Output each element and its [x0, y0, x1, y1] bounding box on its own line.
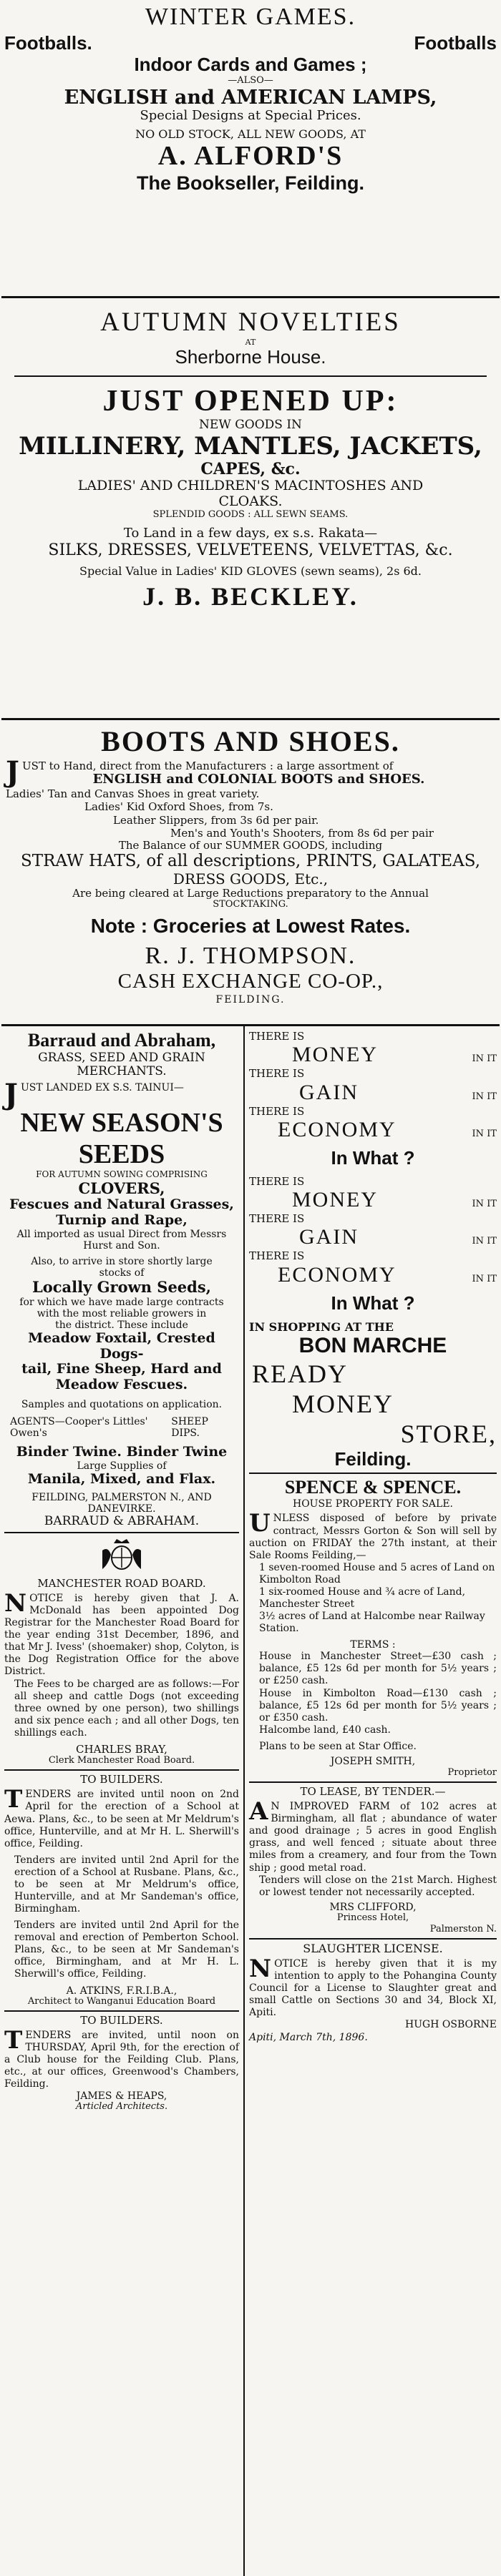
shopping-line: IN SHOPPING AT THE — [249, 1319, 394, 1334]
dropcap-j: J — [6, 755, 19, 789]
dropcap-u: U — [249, 1509, 271, 1538]
notice-fees: The Fees to be charged are as follows:—For all sheep and cattle Dogs (not exceeding three owned by one person), two shillings and six pence each ; and all other Dogs, ten shillings each. — [14, 1678, 239, 1739]
footballs-right: Footballs — [414, 32, 497, 54]
tender-architect: Articled Architects. — [75, 2101, 168, 2113]
meadow-fescues: Meadow Fescues. — [55, 1377, 188, 1393]
locally: Locally Grown Seeds, — [31, 1278, 211, 1297]
ready-word: READY — [252, 1359, 348, 1388]
spence-spence-ad — [249, 1477, 497, 1778]
spence-sub: HOUSE PROPERTY FOR SALE. — [293, 1498, 453, 1510]
tail: tail, Fine Sheep, Hard and — [21, 1361, 222, 1377]
silks-line: SILKS, DRESSES, VELVETEENS, VELVETTAS, &c. — [48, 541, 453, 559]
splendid-line: SPLENDID GOODS : ALL SEWN SEAMS. — [152, 509, 349, 520]
also-label: —ALSO— — [228, 74, 273, 86]
economy-word: ECONOMY — [278, 1117, 397, 1141]
samples: Samples and quotations on application. — [21, 1399, 223, 1411]
designs-line: Special Designs at Special Prices. — [140, 107, 361, 123]
danevirke: DANEVIRKE. — [87, 1503, 156, 1515]
gain-word: GAIN — [299, 1080, 359, 1104]
there-is: THERE IS — [249, 1174, 305, 1188]
in-it: IN IT — [472, 1053, 497, 1065]
cloaks-line: CLOAKS. — [218, 493, 283, 510]
barraud-sub: GRASS, SEED AND GRAIN — [38, 1050, 205, 1065]
divider — [1, 296, 500, 298]
lease-tenders: Tenders will close on the 21st March. Highest or lowest tender not necessarily accepted. — [259, 1874, 497, 1898]
to-land-line: To Land in a few days, ex s.s. Rakata— — [123, 525, 378, 541]
arrive: Also, to arrive in store shortly large — [31, 1256, 213, 1268]
contracts: for which we have made large contracts — [19, 1296, 224, 1308]
ad-title: Barraud and Abraham, — [27, 1030, 216, 1051]
left-column — [4, 1030, 239, 2113]
economy-word: ECONOMY — [278, 1262, 397, 1287]
just-opened: JUST OPENED UP: — [102, 385, 399, 418]
terms-item: House in Kimbolton Road—£130 cash ; balance, £5 12s 6d per month for 5½ years ; or £350 cash. — [259, 1687, 497, 1724]
tender-sign: JAMES & HEAPS, — [76, 2090, 167, 2103]
seeds: SEEDS — [78, 1139, 165, 1169]
coop-name: CASH EXCHANGE CO-OP., — [117, 970, 384, 993]
sheep-dips: SHEEP DIPS. — [171, 1416, 208, 1440]
royal-crest-icon — [95, 1536, 148, 1575]
column-divider — [243, 1026, 245, 2576]
spence-item: 1 seven-roomed House and 5 acres of Land on Kimbolton Road — [259, 1561, 495, 1586]
lease-body: N IMPROVED FARM of 102 acres at Birmingham, all flat ; abundance of water and good drainage ; 5 acres in good English grass, and well fenced ; situate about three miles from a creamery, and four from the Town ship ; good metal road. — [249, 1801, 497, 1874]
plans-line: Plans to be seen at Star Office. — [259, 1740, 417, 1752]
spence-item: 1 six-roomed House and ¾ acre of Land, Manchester Street — [259, 1586, 466, 1610]
ad-title: SLAUGHTER LICENSE. — [303, 1941, 443, 1955]
in-it: IN IT — [472, 1236, 497, 1247]
for-autumn: FOR AUTUMN SOWING COMPRISING — [36, 1169, 208, 1180]
feilding-word: Feilding. — [334, 1447, 412, 1470]
towns: FEILDING, PALMERSTON N., AND — [31, 1492, 212, 1504]
terms-item: House in Manchester Street—£30 cash ; balance, £5 12s 6d per month for 5½ years ; or £250 cash. — [259, 1651, 497, 1687]
notice-body: OTICE is hereby given that J. A. McDonald has been appointed Dog Registrar for the Manchester Road Board for the year ending 31st December, 1896, and that Mr J. Ivess' (shoemaker) shop, Colyton, is the Dog Registration Office for the above District. — [4, 1593, 239, 1678]
notice-clerk: Clerk Manchester Road Board. — [48, 1755, 195, 1766]
capes-line: CAPES, &c. — [200, 460, 301, 479]
ad-title: MANCHESTER ROAD BOARD. — [37, 1576, 206, 1590]
binder: Binder Twine. Binder Twine — [16, 1444, 228, 1460]
special-value: Special Value in Ladies' KID GLOVES (sewn seams), 2s 6d. — [79, 564, 422, 578]
barraud-sign: BARRAUD & ABRAHAM. — [44, 1514, 200, 1529]
right-column — [249, 1030, 497, 2044]
thompson-name: R. J. THOMPSON. — [145, 943, 356, 970]
there-is: THERE IS — [249, 1104, 305, 1118]
turnip: Turnip and Rape, — [56, 1212, 188, 1229]
dropcap-j: J — [4, 1077, 18, 1111]
money-store-word: MONEY — [292, 1389, 394, 1418]
coop-town: FEILDING. — [215, 993, 286, 1006]
autumn-novelties-ad — [0, 308, 501, 612]
to-builders-club-notice — [4, 2015, 239, 2113]
agents: AGENTS—Cooper's Littles' Owen's — [10, 1416, 148, 1440]
spence-body: NLESS disposed of before by private contract, Messrs Gorton & Son will sell by auction on FRIDAY the 27th instant, at their Sale Rooms Feilding,— — [249, 1513, 497, 1561]
meadow: Meadow Foxtail, Crested Dogs- — [28, 1329, 215, 1362]
fescues: Fescues and Natural Grasses, — [9, 1196, 234, 1213]
winter-games-ad — [0, 3, 501, 195]
spence-sign: JOSEPH SMITH, — [330, 1755, 416, 1767]
boots-line: Ladies' Tan and Canvas Shoes in great variety. — [6, 787, 260, 800]
manila: Manila, Mixed, and Flax. — [27, 1471, 216, 1488]
boots-line: Are being cleared at Large Reductions preparatory to the Annual — [72, 886, 429, 900]
divider — [1, 1024, 500, 1026]
tender-sign: A. ATKINS, F.R.I.B.A., — [66, 1985, 177, 1997]
in-what: In What ? — [331, 1292, 415, 1314]
no-old-stock: NO OLD STOCK, ALL NEW GOODS, AT — [135, 127, 366, 141]
stocks: stocks of — [99, 1267, 145, 1279]
alford-name: A. ALFORD'S — [157, 141, 344, 172]
ad-title: AUTUMN NOVELTIES — [100, 308, 401, 337]
lease-place: Palmerston N. — [429, 1923, 497, 1935]
tender-3: Tenders are invited until 2nd April for the removal and erection of Pemberton School. Plans, &c., to be seen at Mr Sandeman's office, Birmingham, and at Mr H. L. Sherwill's office, Feilding. — [14, 1919, 239, 1980]
macintoshes-line: LADIES' AND CHILDREN'S MACINTOSHES AND — [77, 478, 424, 494]
growers: with the most reliable growers in — [37, 1307, 207, 1319]
in-it: IN IT — [472, 1091, 497, 1102]
boots-line: Leather Slippers, from 3s 6d per pair. — [113, 813, 319, 827]
in-it: IN IT — [472, 1128, 497, 1139]
to-builders-notice — [4, 1774, 239, 2007]
lease-hotel: Princess Hotel, — [336, 1912, 409, 1923]
bon-marche: BON MARCHE — [298, 1334, 447, 1358]
slaughter-sign: HUGH OSBORNE — [405, 2019, 497, 2031]
dropcap-t: T — [4, 2025, 23, 2055]
in-what: In What ? — [331, 1146, 415, 1169]
there-is: THERE IS — [249, 1249, 305, 1263]
tender-architect: Architect to Wanganui Education Board — [27, 1995, 216, 2007]
dropcap-n: N — [249, 1955, 272, 1984]
slaughter-body: OTICE is hereby given that it is my intention to apply to the Pohangina County Council for a License to Slaughter great and small Cattle on Sections 30 and 34, Block XI, Apiti. — [249, 1958, 497, 2019]
ad-title: WINTER GAMES. — [145, 4, 356, 30]
indoor-games: Indoor Cards and Games ; — [134, 54, 367, 76]
boots-line: DRESS GOODS, Etc., — [172, 870, 329, 888]
house-name: Sherborne House. — [175, 346, 326, 368]
divider — [1, 718, 500, 720]
landed-line: UST LANDED EX S.S. TAINUI— — [20, 1081, 184, 1093]
boots-line: Men's and Youth's Shooters, from 8s 6d per pair — [170, 826, 434, 840]
ad-title: TO LEASE, BY TENDER.— — [300, 1784, 446, 1798]
manchester-road-board-notice — [4, 1536, 239, 1766]
dropcap-a: A — [249, 1797, 268, 1827]
imported: All imported as usual Direct from Messrs — [16, 1228, 227, 1240]
in-it: IN IT — [472, 1273, 497, 1284]
ad-title: TO BUILDERS. — [80, 1773, 163, 1786]
money-word: MONEY — [292, 1188, 378, 1212]
district: the district. These include — [55, 1319, 188, 1331]
bon-marche-ad — [249, 1030, 497, 1470]
to-lease-ad — [249, 1786, 497, 1935]
notice-sign: CHARLES BRAY, — [76, 1742, 167, 1756]
footballs-left: Footballs. — [4, 32, 92, 54]
boots-line: The Balance of our SUMMER GOODS, including — [118, 839, 383, 852]
tender-body: ENDERS are invited, until noon on THURSDAY, April 9th, for the erection of a Club house for the Feilding Club. Plans, etc., at our offices, Greenwood's Chambers, Feilding. — [4, 2029, 239, 2090]
new-season: NEW SEASON'S — [20, 1107, 223, 1138]
money-word: MONEY — [292, 1043, 378, 1067]
dropcap-t: T — [4, 1785, 23, 1814]
spence-prop: Proprietor — [447, 1767, 497, 1779]
groceries-note: Note : Groceries at Lowest Rates. — [90, 915, 411, 938]
slaughter-date: Apiti, March 7th, 1896. — [249, 2031, 368, 2043]
beckley-name: J. B. BECKLEY. — [142, 582, 359, 611]
large-supplies: Large Supplies of — [77, 1460, 167, 1473]
ad-title: TO BUILDERS. — [80, 2013, 163, 2027]
barraud-abraham-ad — [4, 1030, 239, 1529]
boots-line: STRAW HATS, of all descriptions, PRINTS, GALATEAS, — [20, 852, 481, 871]
boots-shoes-ad — [0, 725, 501, 1006]
in-it: IN IT — [472, 1199, 497, 1210]
boots-line: UST to Hand, direct from the Manufacturers : a large assortment of — [21, 759, 394, 772]
there-is: THERE IS — [249, 1030, 305, 1043]
clovers: CLOVERS, — [78, 1179, 165, 1198]
store-word: STORE, — [400, 1419, 497, 1448]
hurst: Hurst and Son. — [83, 1240, 160, 1252]
new-goods: NEW GOODS IN — [199, 418, 302, 433]
boots-line: Ladies' Kid Oxford Shoes, from 7s. — [84, 800, 273, 814]
millinery-line: MILLINERY, MANTLES, JACKETS, — [19, 431, 482, 461]
barraud-merchants: MERCHANTS. — [77, 1064, 167, 1079]
at-label: AT — [245, 337, 256, 347]
ad-title: SPENCE & SPENCE. — [284, 1477, 462, 1498]
slaughter-license-notice — [249, 1942, 497, 2044]
lamps-line: ENGLISH and AMERICAN LAMPS, — [64, 86, 437, 109]
spence-item: 3½ acres of Land at Halcombe near Railway Station. — [259, 1611, 485, 1635]
tender-1: ENDERS are invited until noon on 2nd April for the erection of a School at Aewa. Plans, &c., to be seen at Mr Meldrum's office, Hunterville, and at Mr H. L. Sherwill's office, Feilding. — [4, 1789, 239, 1849]
there-is: THERE IS — [249, 1212, 305, 1226]
ad-title: BOOTS AND SHOES. — [101, 725, 400, 757]
bookseller-line: The Bookseller, Feilding. — [136, 172, 365, 194]
lease-sign: MRS CLIFFORD, — [329, 1901, 417, 1913]
boots-line: STOCKTAKING. — [213, 899, 288, 910]
tender-2: Tenders are invited until 2nd April for the erection of a School at Rusbane. Plans, &c., to be seen at Mr Meldrum's office, Hunterville, and at Mr Sandeman's office, Birmingham. — [14, 1854, 239, 1915]
terms-item: Halcombe land, £40 cash. — [259, 1724, 391, 1736]
there-is: THERE IS — [249, 1067, 305, 1081]
terms-title: TERMS : — [350, 1639, 396, 1651]
boots-line: ENGLISH and COLONIAL BOOTS and SHOES. — [92, 772, 425, 787]
gain-word: GAIN — [299, 1225, 359, 1249]
dropcap-n: N — [4, 1589, 27, 1618]
